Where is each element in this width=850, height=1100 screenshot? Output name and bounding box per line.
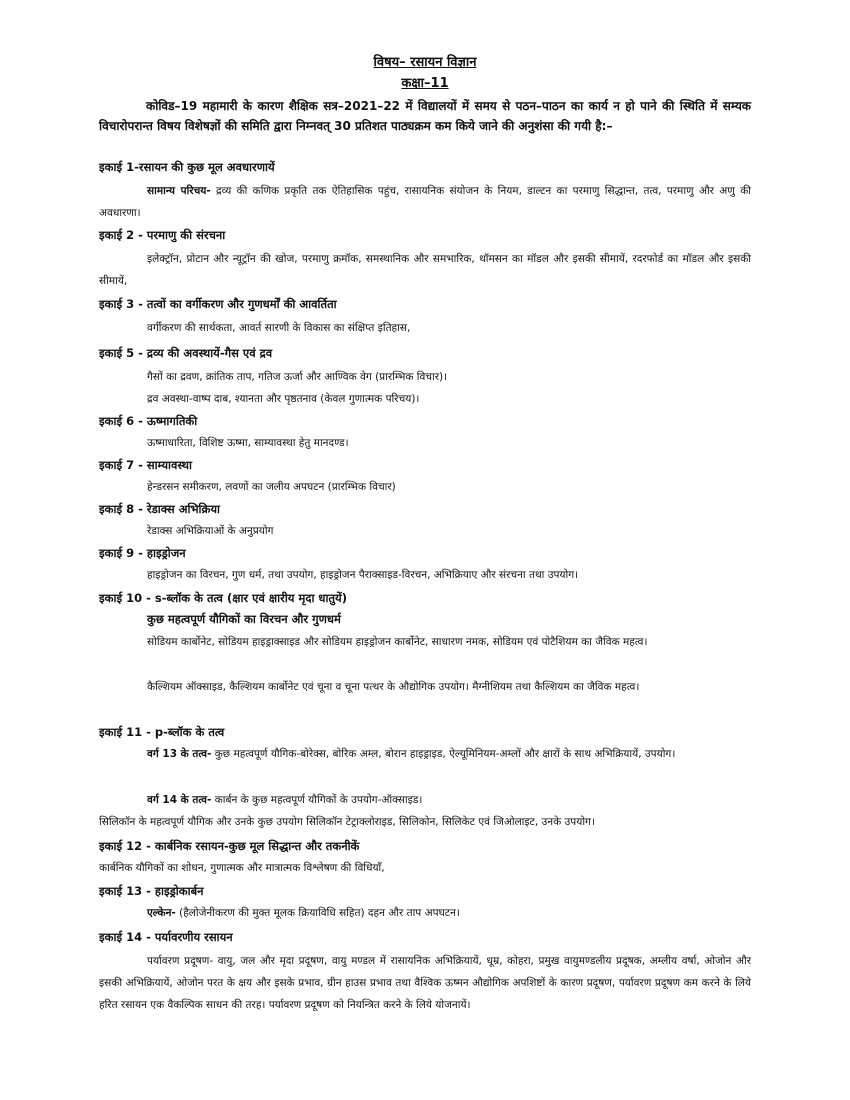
group-13-body: कुछ महत्वपूर्ण यौगिक-बोरेक्स, बोरिक अम्ल, बोरान हाइड्राइड, ऐल्यूमिनियम-अम्लों और क्षारों के साथ अभिक्रियायें, उपयोग। (211, 748, 676, 760)
unit-9-text: हाइड्रोजन का विरचन, गुण धर्म, तथा उपयोग, हाइड्रोजन पैराक्साइड-विरचन, अभिक्रियाए और संरचना तथा उपयोग। (147, 569, 579, 581)
unit-11-group-13 (99, 743, 751, 765)
unit-6-text: ऊष्माधारिता, विशिष्ट ऊष्मा, साम्यावस्था हेतु मानदण्ड। (147, 437, 349, 449)
unit-1-label: सामान्य परिचय- (147, 185, 211, 197)
unit-8-text: रेडाक्स अभिक्रियाओं के अनुप्रयोग (147, 525, 274, 537)
unit-10-subheading: कुछ महत्वपूर्ण यौगिकों का विरचन और गुणधर्म (147, 612, 341, 626)
unit-13-text (147, 902, 751, 924)
unit-3-text: वर्गीकरण की सार्थकता, आवर्त सारणी के विकास का संक्षिप्त इतिहास, (147, 322, 411, 334)
unit-5-text-2: द्रव अवस्था-वाष्प दाब, श्यानता और पृष्ठतनाव (केवल गुणात्मक परिचय)। (147, 393, 420, 405)
unit-5-text-1: गैसों का द्रवण, क्रांतिक ताप, गतिज ऊर्जा और आण्विक वेग (प्रारम्भिक विचार)। (147, 371, 448, 383)
unit-10-text-2: कैल्शियम ऑक्साइड, कैल्शियम कार्बोनेट एवं चूना व चूना पत्थर के औद्योगिक उपयोग। मैग्नीशियम तथा कैल्शियम का जैविक महत्व। (147, 681, 640, 693)
alkane-label: एल्केन- (147, 907, 176, 919)
unit-1-text (99, 180, 751, 224)
unit-10-heading: इकाई 10 - s-ब्लॉक के तत्व (क्षार एवं क्षारीय मृदा धातुयें) (99, 591, 347, 605)
unit-2-text: इलेक्ट्रॉन, प्रोटान और न्यूट्रॉन की खोज, परमाणु क्रमॉक, समस्थानिक और समभारिक, थॉमसन का मॉडल और इसकी सीमायें, रदरफोर्ड का मॉडल और इसकी सीमायें, (99, 253, 751, 287)
alkane-body: (हैलोजेनीकरण की मुक्त मूलक क्रियाविधि सहित) दहन और ताप अपघटन। (175, 907, 460, 919)
group-14-label: वर्ग 14 के तत्व- (147, 794, 212, 806)
unit-10-text-1: सोडियम कार्बोनेट, सोडियम हाइड्राक्साइड और सोडियम हाइड्रोजन कार्बोनेट, साधारण नमक, सोडियम एवं पोटैशियम का जैविक महत्व। (147, 636, 648, 648)
unit-5-heading: इकाई 5 - द्रव्य की अवस्थायें-गैस एवं द्रव (99, 346, 273, 360)
intro-paragraph: कोविड–19 महामारी के कारण शैक्षिक सत्र–2021–22 में विद्यालयों में समय से पठन–पाठन का कार्य न हो पाने की स्थिति में सम्यक विचारोपरान्त विषय विशेषज्ञों की समिति द्वारा निम्नवत् 30 प्रतिशत पाठ्यक्रम कम किये जाने की अनुशंसा की गयी है:– (99, 99, 751, 133)
unit-7-heading: इकाई 7 - साम्यावस्था (99, 458, 192, 472)
unit-11-silicon: सिलिकॉन के महत्वपूर्ण यौगिक और उनके कुछ उपयोग सिलिकॉन टेट्राक्लोराइड, सिलिकोन, सिलिकेट एवं जिओलाइट, उनके उपयोग। (99, 816, 595, 828)
unit-6-heading: इकाई 6 - ऊष्मागतिकी (99, 414, 198, 428)
unit-12-heading: इकाई 12 - कार्बनिक रसायन-कुछ मूल सिद्धान्त और तकनीकें (99, 839, 360, 853)
unit-2-heading: इकाई 2 - परमाणु की संरचना (99, 228, 226, 242)
unit-12-text: कार्बनिक यौगिकों का शोधन, गुणात्मक और मात्रात्मक विश्लेषण की विधियाँ, (99, 862, 385, 874)
unit-3-heading: इकाई 3 - तत्वों का वर्गीकरण और गुणधर्मों की आवर्तिता (99, 297, 337, 311)
unit-14-text: पर्यावरण प्रदूषण- वायु, जल और मृदा प्रदूषण, वायु मण्डल में रासायनिक अभिक्रियायें, धूम्र, कोहरा, प्रमुख वायुमण्डलीय प्रदूषक, अम्लीय वर्षा, ओजोन और इसकी अभिक्रियायें, ओजोन परत के क्षय और इसके प्रभाव, ग्रीन हाउस प्रभाव तथा वैश्विक ऊष्मन औद्योगिक अपशिष्टों के कारण प्रदूषण, पर्यावरण प्रदूषण कम करने के लिये हरित रसायन एक वैकल्पिक साधन की तरह। पर्यावरण प्रदूषण को नियन्त्रित करने के लिये योजनायें। (99, 955, 751, 1011)
unit-1-heading: इकाई 1-रसायन की कुछ मूल अवधारणायें (99, 160, 275, 174)
unit-14-heading: इकाई 14 - पर्यावरणीय रसायन (99, 930, 233, 944)
unit-7-text: हेन्डरसन समीकरण, लवणों का जलीय अपघटन (प्रारम्भिक विचार) (147, 481, 396, 493)
unit-8-heading: इकाई 8 - रेडाक्स अभिक्रिया (99, 502, 221, 516)
unit-1-body: द्रव्य की कणिक प्रकृति तक ऐतिहासिक पहुंच, रासायनिक संयोजन के नियम, डाल्टन का परमाणु सिद्धान्त, तत्व, परमाणु और अणु की अवधारणा। (99, 185, 751, 219)
class-title: कक्षा–11 (401, 76, 449, 91)
group-13-label: वर्ग 13 के तत्व- (147, 748, 212, 760)
unit-9-heading: इकाई 9 - हाइड्रोजन (99, 546, 186, 560)
unit-11-group-14 (147, 789, 751, 811)
unit-11-heading: इकाई 11 - p-ब्लॉक के तत्व (99, 725, 225, 739)
subject-title: विषय– रसायन विज्ञान (373, 55, 477, 70)
unit-13-heading: इकाई 13 - हाइड्रोकार्बन (99, 884, 204, 898)
group-14-body: कार्बन के कुछ महत्वपूर्ण यौगिकों के उपयोग-ऑक्साइड। (211, 794, 423, 806)
